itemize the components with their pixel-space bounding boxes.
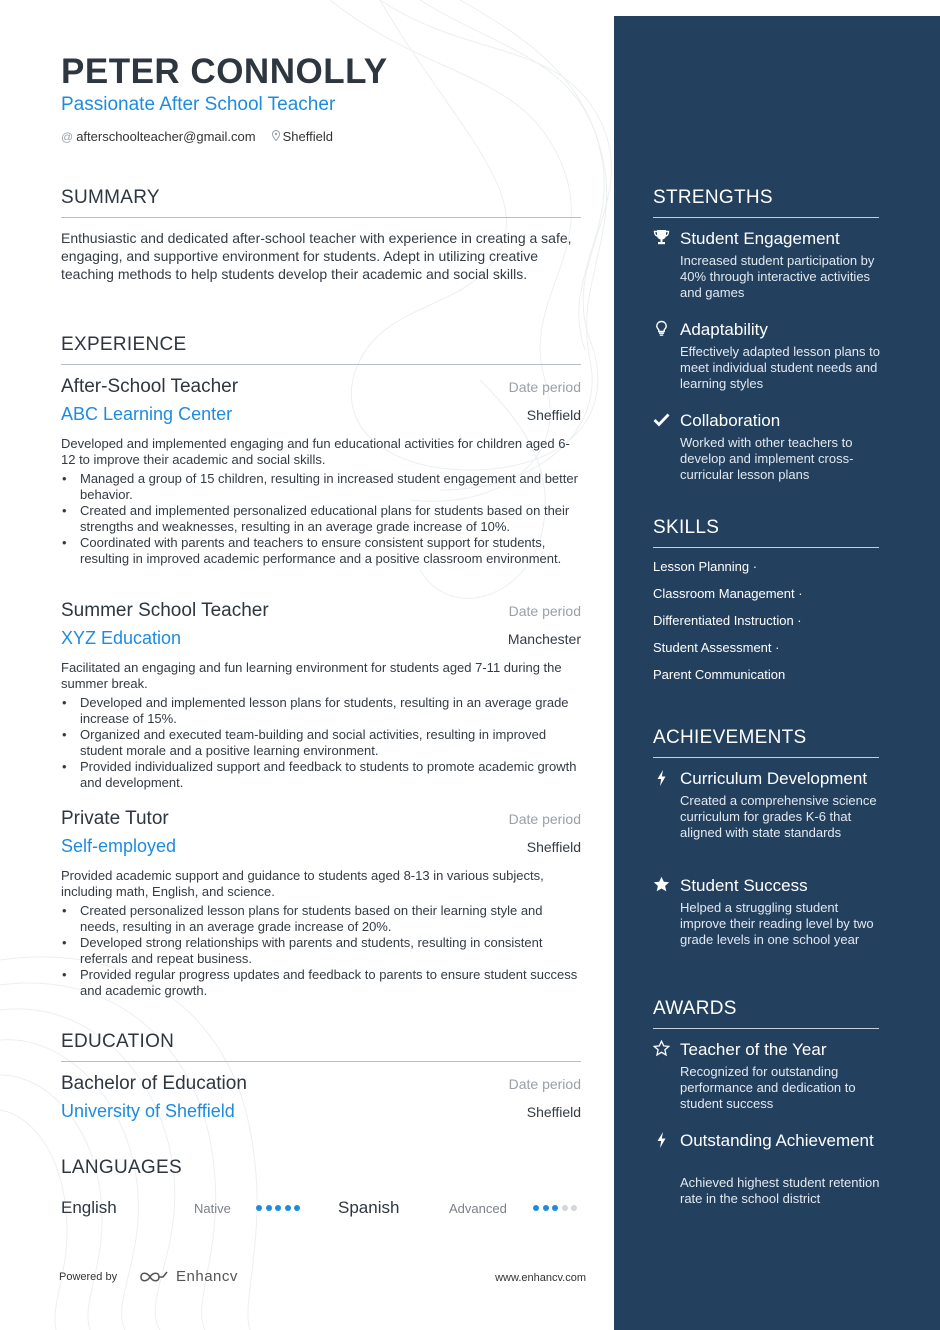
- summary-heading: SUMMARY: [61, 187, 581, 218]
- job-bullet: • Managed a group of 15 children, resulting in increased student engagement and better behavior.: [61, 471, 581, 503]
- skill-item: Lesson Planning ·: [653, 559, 758, 574]
- language-name: Spanish: [338, 1198, 400, 1217]
- strength-description: Worked with other teachers to develop and implement cross-curricular lesson plans: [680, 435, 854, 482]
- award-title: Teacher of the Year: [680, 1040, 827, 1059]
- checkmark-icon: [653, 411, 671, 431]
- job-bullet: • Developed and implemented lesson plans for students, resulting in an average grade increase of 15%.: [61, 695, 581, 727]
- rating-dot-filled: [256, 1205, 262, 1211]
- candidate-name: PETER CONNOLLY: [61, 52, 388, 91]
- job-bullets: [61, 471, 581, 567]
- job-title: Private Tutor: [61, 808, 169, 829]
- location-text: Sheffield: [282, 129, 333, 144]
- candidate-tagline: Passionate After School Teacher: [61, 94, 336, 115]
- experience-heading: EXPERIENCE: [61, 334, 581, 365]
- education-location: Sheffield: [526, 1104, 581, 1120]
- strength-title: Collaboration: [680, 411, 781, 430]
- job-location: Manchester: [507, 631, 581, 647]
- job-company: Self-employed: [61, 836, 177, 856]
- award-description: Achieved highest student retention rate in the school district: [680, 1175, 880, 1206]
- rating-dot-filled: [275, 1205, 281, 1211]
- job-description: Developed and implemented engaging and fun educational activities for children aged 6-12 to improve their academic and social skills.: [61, 436, 570, 467]
- job-company: ABC Learning Center: [61, 404, 233, 424]
- star-icon: [653, 876, 671, 896]
- education-date: Date period: [508, 1076, 581, 1092]
- rating-dot-empty: [562, 1205, 568, 1211]
- strength-description: Increased student participation by 40% through interactive activities and games: [680, 253, 875, 300]
- lightning-bolt-icon: [653, 1131, 671, 1151]
- job-bullet: • Organized and executed team-building and social activities, resulting in improved student morale and a positive learning environment.: [61, 727, 581, 759]
- star-outline-icon: [653, 1040, 671, 1060]
- rating-dot-filled: [294, 1205, 300, 1211]
- lightning-bolt-icon: [653, 769, 671, 789]
- rating-dot-filled: [533, 1205, 539, 1211]
- rating-dot-filled: [543, 1205, 549, 1211]
- job-bullet: • Provided regular progress updates and feedback to parents to ensure student success and academic growth.: [61, 967, 581, 999]
- degree-title: Bachelor of Education: [61, 1073, 247, 1094]
- school-name: University of Sheffield: [61, 1101, 235, 1121]
- awards-heading: AWARDS: [653, 998, 879, 1029]
- achievement-title: Curriculum Development: [680, 769, 868, 788]
- language-name: English: [61, 1198, 117, 1217]
- strength-description: Effectively adapted lesson plans to meet individual student needs and learning styles: [680, 344, 880, 391]
- at-icon: @: [61, 129, 74, 144]
- contact-info: [61, 129, 333, 144]
- location-pin-icon: [272, 130, 280, 144]
- job-bullets: [61, 903, 581, 999]
- strength-title: Student Engagement: [680, 229, 840, 248]
- job-date: Date period: [508, 811, 581, 827]
- website-link[interactable]: www.enhancv.com: [495, 1272, 586, 1284]
- lightbulb-icon: [653, 320, 671, 340]
- rating-dot-filled: [285, 1205, 291, 1211]
- email-link[interactable]: afterschoolteacher@gmail.com: [76, 129, 256, 144]
- language-level: Native: [194, 1201, 231, 1216]
- rating-dot-filled: [266, 1205, 272, 1211]
- trophy-icon: [653, 229, 671, 249]
- summary-text: Enthusiastic and dedicated after-school teacher with experience in creating a safe, engaging, and supportive environment for students. Adept in utilizing creative teaching methods to help students develop their academic and social skills.: [61, 230, 572, 282]
- language-rating: [256, 1205, 304, 1211]
- powered-by-label: Powered by: [59, 1271, 118, 1283]
- job-description: Facilitated an engaging and fun learning environment for students aged 7-11 during the summer break.: [61, 660, 562, 691]
- achievement-title: Student Success: [680, 876, 808, 895]
- job-company: XYZ Education: [61, 628, 182, 648]
- skill-item: Student Assessment ·: [653, 640, 780, 655]
- job-bullet: • Created and implemented personalized educational plans for students based on their strengths and weaknesses, resulting in an average grade increase of 10%.: [61, 503, 581, 535]
- strengths-heading: STRENGTHS: [653, 187, 879, 218]
- job-bullets: [61, 695, 581, 791]
- footer: [59, 1268, 586, 1287]
- brand-name: Enhancv: [176, 1268, 238, 1285]
- rating-dot-empty: [571, 1205, 577, 1211]
- achievement-description: Created a comprehensive science curriculum for grades K-6 that aligned with state standards: [680, 793, 877, 840]
- enhancv-logo-icon: [139, 1269, 171, 1285]
- job-title: Summer School Teacher: [61, 600, 269, 621]
- award-title: Outstanding Achievement: [680, 1131, 874, 1150]
- job-bullet: • Developed strong relationships with parents and students, resulting in consistent referrals and repeat business.: [61, 935, 581, 967]
- language-rating: [533, 1205, 581, 1211]
- achievements-heading: ACHIEVEMENTS: [653, 727, 879, 758]
- strength-title: Adaptability: [680, 320, 768, 339]
- language-level: Advanced: [449, 1201, 507, 1216]
- skill-item: Parent Communication: [653, 667, 786, 682]
- job-bullet: • Coordinated with parents and teachers to ensure consistent support for students, resulting in improved academic performance and a positive classroom environment.: [61, 535, 581, 567]
- job-date: Date period: [508, 603, 581, 619]
- job-bullet: • Created personalized lesson plans for students based on their learning style and needs, resulting in an average grade increase of 20%.: [61, 903, 581, 935]
- skill-item: Differentiated Instruction ·: [653, 613, 802, 628]
- job-bullet: • Provided individualized support and feedback to students to promote academic growth and development.: [61, 759, 581, 791]
- job-location: Sheffield: [526, 839, 581, 855]
- job-description: Provided academic support and guidance to students aged 8-13 in various subjects, including math, English, and science.: [61, 868, 544, 899]
- skill-item: Classroom Management ·: [653, 586, 803, 601]
- award-description: Recognized for outstanding performance and dedication to student success: [680, 1064, 856, 1111]
- sidebar: [614, 16, 940, 1330]
- rating-dot-filled: [552, 1205, 558, 1211]
- brand-logo[interactable]: [139, 1268, 238, 1285]
- languages-heading: LANGUAGES: [61, 1157, 182, 1178]
- job-location: Sheffield: [526, 407, 581, 423]
- achievement-description: Helped a struggling student improve their reading level by two grade levels in one school year: [680, 900, 874, 947]
- skills-heading: SKILLS: [653, 517, 879, 548]
- job-date: Date period: [508, 379, 581, 395]
- education-heading: EDUCATION: [61, 1031, 581, 1062]
- languages-list: [61, 1198, 581, 1218]
- job-title: After-School Teacher: [61, 376, 239, 397]
